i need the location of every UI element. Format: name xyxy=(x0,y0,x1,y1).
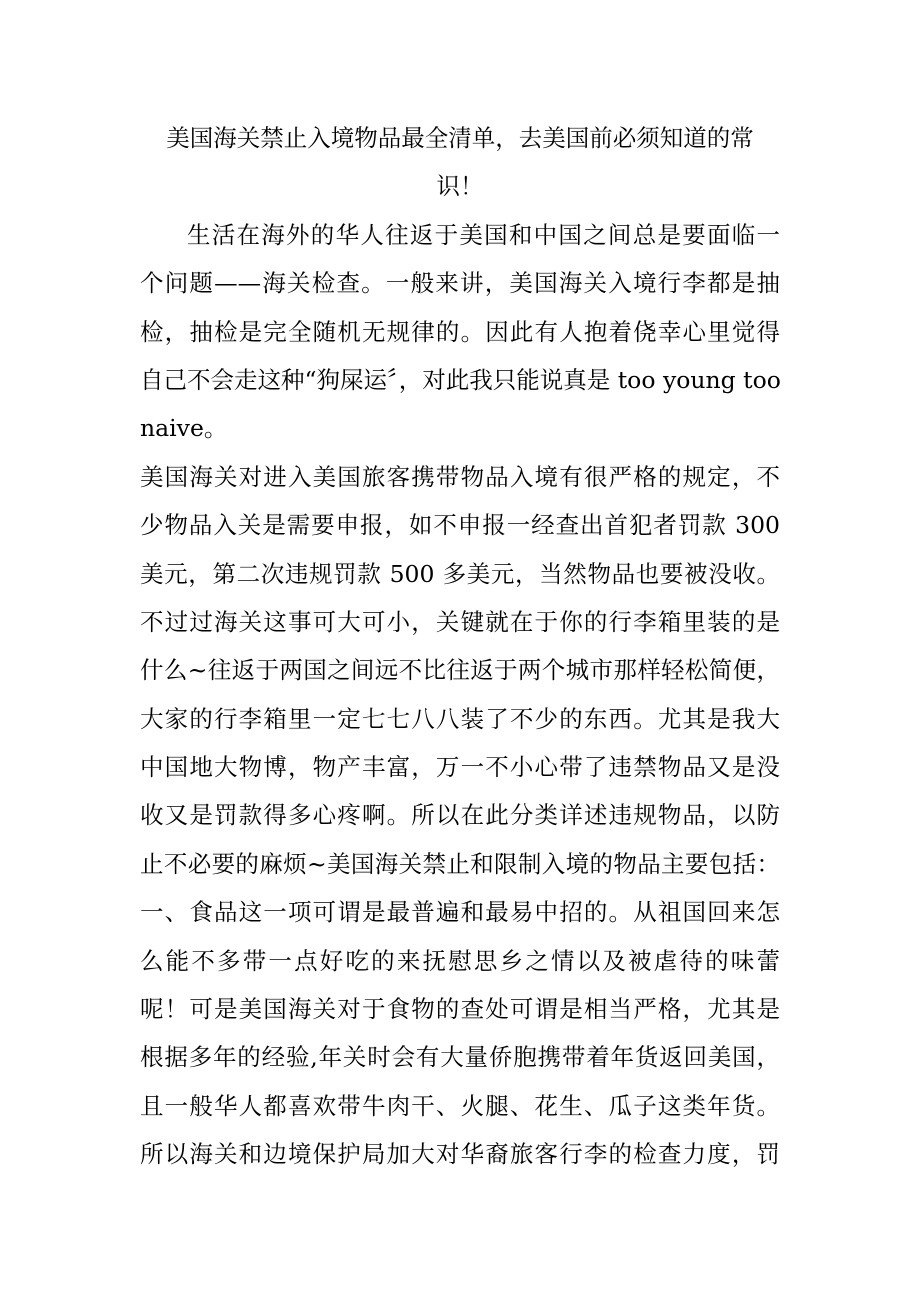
paragraph-line: 么能不多带一点好吃的来抚慰思乡之情以及被虐待的味蕾 xyxy=(140,946,780,975)
paragraph-line: 且一般华人都喜欢带牛肉干、火腿、花生、瓜子这类年货。 xyxy=(140,1091,780,1120)
paragraph-line: 什么~往返于两国之间远不比往返于两个城市那样轻松简便， xyxy=(140,656,780,685)
paragraph-line: 中国地大物博，物产丰富，万一不小心带了违禁物品又是没 xyxy=(140,753,780,782)
paragraph-line: 收又是罚款得多心疼啊。所以在此分类详述违规物品，以防 xyxy=(140,801,780,830)
paragraph-line: 美元，第二次违规罚款 500 多美元，当然物品也要被没收。 xyxy=(140,559,780,588)
paragraph-line: 不过过海关这事可大可小，关键就在于你的行李箱里装的是 xyxy=(140,607,780,636)
document-body xyxy=(140,114,780,1179)
paragraph-line: 一、食品这一项可谓是最普遍和最易中招的。从祖国回来怎 xyxy=(140,898,780,927)
title-line: 美国海关禁止入境物品最全清单，去美国前必须知道的常 xyxy=(166,124,754,152)
paragraph-line: 少物品入关是需要申报，如不申报一经查出首犯者罚款 300 xyxy=(140,511,780,540)
paragraph-line: 根据多年的经验,年关时会有大量侨胞携带着年货返回美国， xyxy=(140,1043,780,1072)
paragraph-line: 大家的行李箱里一定七七八八装了不少的东西。尤其是我大 xyxy=(140,704,780,733)
paragraph-line: 自己不会走这种“狗屎运〞，对此我只能说真是 too young too xyxy=(140,365,781,394)
paragraph-line: 生活在海外的华人往返于美国和中国之间总是要面临一 xyxy=(187,220,780,249)
paragraph-line: 个问题——海关检查。一般来讲，美国海关入境行李都是抽 xyxy=(140,269,780,298)
paragraph-line: 呢！可是美国海关对于食物的查处可谓是相当严格，尤其是 xyxy=(140,995,780,1024)
title-line: 识！ xyxy=(436,172,484,201)
paragraph-line: 美国海关对进入美国旅客携带物品入境有很严格的规定，不 xyxy=(140,462,780,491)
paragraph-line: naive。 xyxy=(140,414,228,443)
paragraph-line: 检，抽检是完全随机无规律的。因此有人抱着侥幸心里觉得 xyxy=(140,317,780,346)
document-title xyxy=(140,114,780,211)
paragraph-rules xyxy=(140,453,780,1179)
paragraph-line: 所以海关和边境保护局加大对华裔旅客行李的检查力度，罚 xyxy=(140,1140,780,1169)
paragraph-intro xyxy=(140,211,780,453)
paragraph-line: 止不必要的麻烦~美国海关禁止和限制入境的物品主要包括： xyxy=(140,849,780,878)
